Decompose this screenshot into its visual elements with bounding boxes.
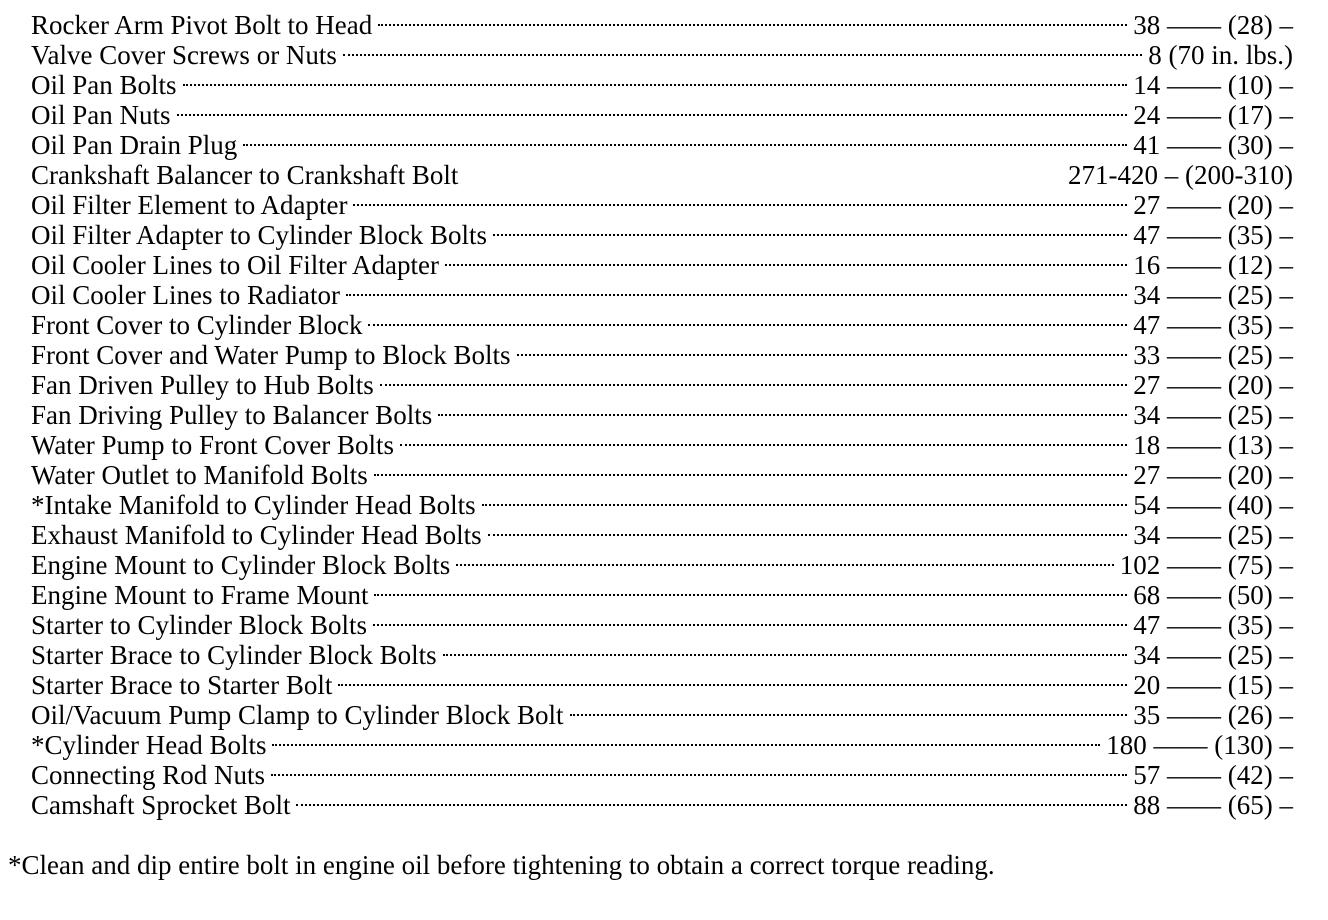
dot-leader xyxy=(493,214,1127,244)
dot-leader xyxy=(343,34,1142,64)
spec-item-label: Oil Cooler Lines to Oil Filter Adapter xyxy=(31,250,439,280)
dot-leader xyxy=(445,244,1127,274)
spec-torque-value: 47 —— (35) – xyxy=(1133,220,1293,250)
spec-torque-value: 35 —— (26) – xyxy=(1133,700,1293,730)
spec-torque-value: 47 —— (35) – xyxy=(1133,610,1293,640)
dot-leader xyxy=(353,184,1127,214)
spec-item-label: Fan Driving Pulley to Balancer Bolts xyxy=(31,400,433,430)
spec-torque-value: 180 —— (130) – xyxy=(1106,730,1293,760)
spec-torque-value: 34 —— (25) – xyxy=(1133,640,1293,670)
dot-leader xyxy=(438,394,1127,424)
spec-torque-value: 41 —— (30) – xyxy=(1133,130,1293,160)
spec-item-label: Front Cover to Cylinder Block xyxy=(31,310,363,340)
spec-item-label: Engine Mount to Frame Mount xyxy=(31,580,369,610)
spec-torque-value: 18 —— (13) – xyxy=(1133,430,1293,460)
dot-leader xyxy=(374,454,1127,484)
spec-item-label: Oil Pan Drain Plug xyxy=(31,130,238,160)
spec-torque-value: 54 —— (40) – xyxy=(1133,490,1293,520)
spec-torque-value: 47 —— (35) – xyxy=(1133,310,1293,340)
torque-spec-row xyxy=(31,4,1293,40)
spec-torque-value: 88 —— (65) – xyxy=(1133,790,1293,820)
spec-torque-value: 34 —— (25) – xyxy=(1133,280,1293,310)
spec-item-label: Fan Driven Pulley to Hub Bolts xyxy=(31,370,374,400)
spec-torque-value: 20 —— (15) – xyxy=(1133,670,1293,700)
spec-item-label: Oil/Vacuum Pump Clamp to Cylinder Block Bolt xyxy=(31,700,564,730)
spec-torque-value: 34 —— (25) – xyxy=(1133,400,1293,430)
dot-leader xyxy=(517,334,1128,364)
spec-torque-value: 24 —— (17) – xyxy=(1133,100,1293,130)
spec-item-label: Exhaust Manifold to Cylinder Head Bolts xyxy=(31,520,482,550)
spec-item-label: Camshaft Sprocket Bolt xyxy=(31,790,291,820)
dot-leader xyxy=(296,784,1127,814)
spec-torque-value: 16 —— (12) – xyxy=(1133,250,1293,280)
spec-item-label: Water Outlet to Manifold Bolts xyxy=(31,460,368,490)
dot-leader xyxy=(488,514,1128,544)
spec-torque-value: 68 —— (50) – xyxy=(1133,580,1293,610)
spec-torque-value: 33 —— (25) – xyxy=(1133,340,1293,370)
dot-leader xyxy=(400,424,1127,454)
dot-leader xyxy=(464,154,1062,184)
dot-leader xyxy=(443,634,1128,664)
spec-item-label: Crankshaft Balancer to Crankshaft Bolt xyxy=(31,160,459,190)
dot-leader xyxy=(570,694,1128,724)
spec-torque-value: 27 —— (20) – xyxy=(1133,190,1293,220)
spec-item-label: Starter Brace to Starter Bolt xyxy=(31,670,333,700)
dot-leader xyxy=(380,364,1128,394)
dot-leader xyxy=(243,124,1127,154)
dot-leader xyxy=(272,724,1100,754)
dot-leader xyxy=(378,4,1127,34)
footnote: *Clean and dip entire bolt in engine oil before tightening to obtain a correct torque reading. xyxy=(8,850,995,880)
spec-torque-value: 34 —— (25) – xyxy=(1133,520,1293,550)
spec-torque-value: 14 —— (10) – xyxy=(1133,70,1293,100)
dot-leader xyxy=(338,664,1127,694)
spec-item-label: Oil Cooler Lines to Radiator xyxy=(31,280,340,310)
spec-item-label: Rocker Arm Pivot Bolt to Head xyxy=(31,10,373,40)
dot-leader xyxy=(482,484,1128,514)
spec-item-label: Valve Cover Screws or Nuts xyxy=(31,40,337,70)
spec-torque-value: 38 —— (28) – xyxy=(1133,10,1293,40)
spec-torque-value: 271-420 – (200-310) xyxy=(1068,160,1293,190)
dot-leader xyxy=(271,754,1127,784)
spec-item-label: Oil Pan Bolts xyxy=(31,70,177,100)
dot-leader xyxy=(183,64,1128,94)
torque-spec-row xyxy=(31,124,1293,160)
dot-leader xyxy=(368,304,1127,334)
spec-item-label: Engine Mount to Cylinder Block Bolts xyxy=(31,550,451,580)
spec-item-label: *Intake Manifold to Cylinder Head Bolts xyxy=(31,490,476,520)
spec-torque-value: 102 —— (75) – xyxy=(1119,550,1293,580)
dot-leader xyxy=(346,274,1127,304)
spec-item-label: Oil Filter Adapter to Cylinder Block Bolts xyxy=(31,220,487,250)
spec-torque-value: 27 —— (20) – xyxy=(1133,460,1293,490)
spec-item-label: Connecting Rod Nuts xyxy=(31,760,265,790)
spec-item-label: Front Cover and Water Pump to Block Bolts xyxy=(31,340,511,370)
torque-spec-row xyxy=(31,94,1293,130)
dot-leader xyxy=(373,604,1127,634)
spec-torque-value: 57 —— (42) – xyxy=(1133,760,1293,790)
spec-item-label: Starter to Cylinder Block Bolts xyxy=(31,610,367,640)
spec-torque-value: 8 (70 in. lbs.) xyxy=(1148,40,1293,70)
dot-leader xyxy=(374,574,1127,604)
spec-item-label: *Cylinder Head Bolts xyxy=(31,730,267,760)
torque-spec-row xyxy=(31,64,1293,100)
spec-item-label: Oil Filter Element to Adapter xyxy=(31,190,348,220)
dot-leader xyxy=(456,544,1114,574)
spec-item-label: Water Pump to Front Cover Bolts xyxy=(31,430,395,460)
dot-leader xyxy=(177,94,1128,124)
torque-spec-list xyxy=(31,4,1293,820)
spec-item-label: Starter Brace to Cylinder Block Bolts xyxy=(31,640,437,670)
spec-item-label: Oil Pan Nuts xyxy=(31,100,171,130)
spec-torque-value: 27 —— (20) – xyxy=(1133,370,1293,400)
